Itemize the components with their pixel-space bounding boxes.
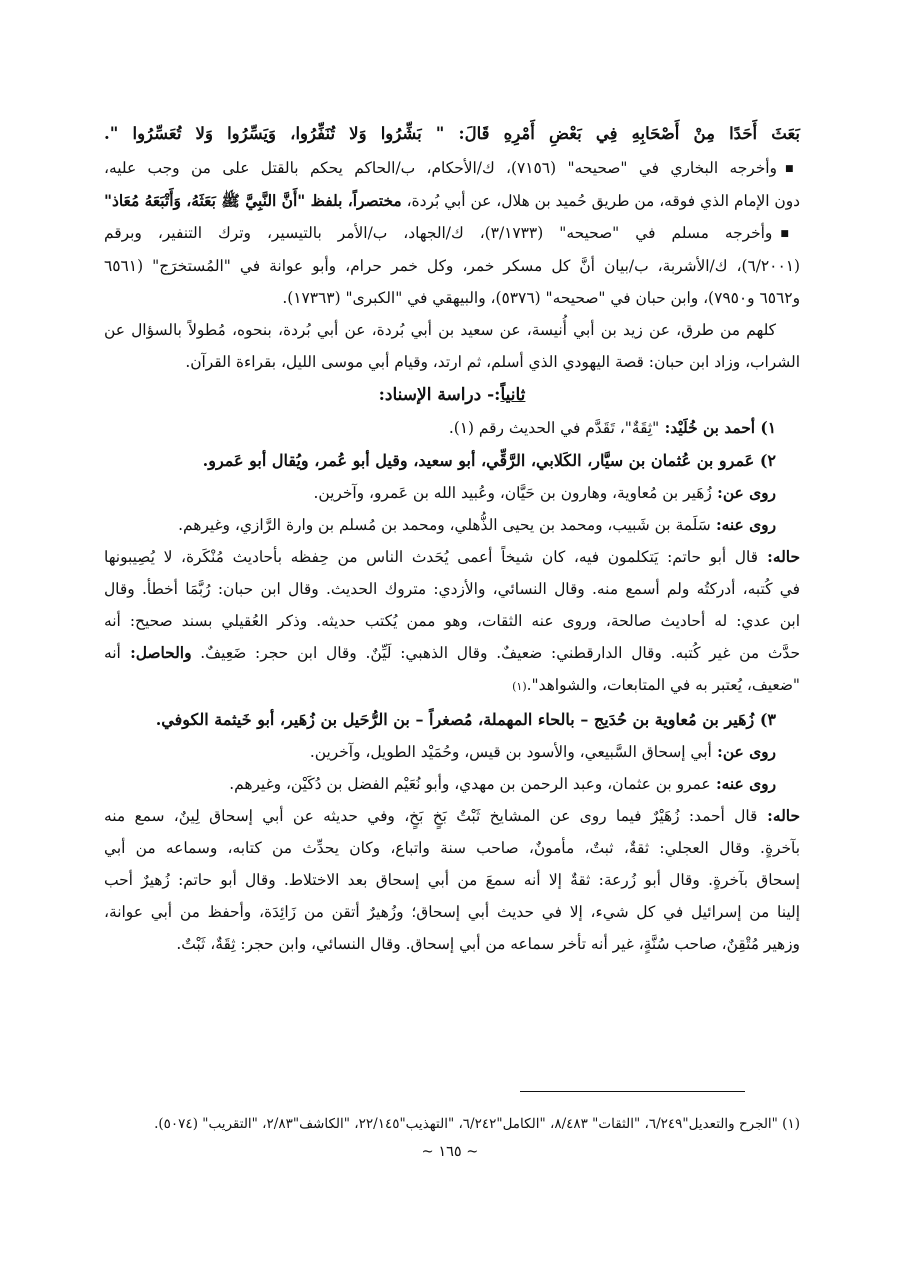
section-heading bbox=[104, 378, 800, 412]
narrator-3-status-label: حاله: bbox=[757, 807, 800, 825]
narrator-2-status-text4: حدَّث من غير كُتبه. وقال الدارقطني: ضعيفٌ. وقال الذهبي: لَيِّنٌ. وقال ابن حجر: ضَعِيفٌ. bbox=[191, 644, 800, 662]
footnote-divider bbox=[520, 1091, 745, 1092]
main-content bbox=[104, 112, 800, 960]
takhrij-bukhari-wording: مختصراً، بلفظ "أَنَّ النَّبِيَّ ﷺ بَعَثَهُ، وَأَتْبَعَهُ مُعَاذ" bbox=[104, 192, 402, 210]
takhrij-muslim-line2: (٦/٢٠٠١)، ك/الأشربة، ب/بيان أنَّ كل مسكر خمر، وكل خمر حرام، وأبو عوانة في "المُستخرَج" (٦٥٦١ bbox=[104, 257, 800, 275]
narrator-2-status-line3: ابن عدي: له أحاديث صالحة، وروى عنه الثقات، وهو ممن يُكتب حديثه. وذكر العُقيلي بسند صحيح: أنه bbox=[104, 612, 800, 630]
takhrij-muslim-line3: و٦٥٦٢ و٧٩٥٠)، وابن حبان في "صحيحه" (٥٣٧٦)، والبيهقي في "الكبرى" (١٧٣٦٣). bbox=[282, 289, 800, 307]
narrator-3-status-line2: بآخرةٍ. وقال العجلي: ثقةٌ، ثبتٌ، مأمونٌ، صاحب سنة واتباع، وكان يحدِّث من كتابه، وسماعه من أبي bbox=[104, 839, 800, 857]
narrator-2-status-line2: في كُتبه، أدركتُه ولم أسمع منه. وقال النسائي، والأزدي: متروك الحديث. وقال ابن حبان: رُبَّمَا أخطأ. وقال bbox=[104, 580, 800, 598]
takhrij-summary-line2: الشراب، وزاد ابن حبان: قصة اليهودي الذي أسلم، ثم ارتد، وقيام أبي موسى الليل، بقراءة القرآن. bbox=[185, 353, 800, 371]
takhrij-bukhari-route: دون الإمام الذي فوقه، من طريق حُميد بن هلال، عن أبي بُردة، bbox=[401, 192, 801, 210]
narrator-2-status-label: حاله: bbox=[758, 548, 800, 566]
narrator-3-status-line1 bbox=[104, 800, 800, 832]
footnote-marker[interactable]: (١) bbox=[512, 680, 527, 693]
narrator-3-name: ٣) زُهَير بن مُعاوية بن حُدَيج – بالحاء المهملة، مُصغراً – بن الرُّحَيل بن زُهَير، أبو خَيثمة الكوفي. bbox=[155, 710, 776, 729]
narrator-3-teachers-label: روى عن: bbox=[711, 743, 776, 761]
narrator-2-status-text4b: أنه bbox=[104, 644, 121, 662]
narrator-2-name: ٢) عَمرو بن عُثمان بن سيَّار، الكَلابي، الرَّقِّي، أبو سعيد، وقيل أبو عُمر، ويُقال أبو عَمرو. bbox=[202, 451, 776, 470]
narrator-2-status-text1: قال أبو حاتم: يَتكلمون فيه، كان شيخاً أعمى يُحَدث الناس من حِفظه بأحاديث مُنْكَرة، لا يُصِيبونها bbox=[104, 548, 759, 566]
narrator-3-status-line3: إسحاق بآخرةٍ. وقال أبو زُرعة: ثقةٌ إلا أنه سمعَ من أبي إسحاق بعد الاختلاط. وقال أبو حاتم: زُهيرٌ أحب bbox=[104, 871, 800, 889]
narrator-2-students-text: سَلَمة بن شَبيب، ومحمد بن يحيى الذُّهلي، ومحمد بن مُسلم بن وارة الرَّازي، وغيرهم. bbox=[178, 516, 711, 534]
section-heading-number: ثانياً bbox=[500, 385, 526, 405]
narrator-2-teachers-label: روى عن: bbox=[711, 484, 776, 502]
narrator-1 bbox=[104, 412, 800, 444]
section-heading-title: :- دراسة الإسناد: bbox=[378, 385, 501, 405]
narrator-2-students-label: روى عنه: bbox=[710, 516, 776, 534]
narrator-2-students bbox=[104, 509, 800, 541]
narrator-3-students-label: روى عنه: bbox=[710, 775, 776, 793]
narrator-2-status-line5 bbox=[104, 669, 800, 703]
footnote: (١) "الجرح والتعديل"٦/٢٤٩، "الثقات" ٨/٤٨٣، "الكامل"٦/٢٤٢، "التهذيب"٢٢/١٤٥، "الكاشف"٢/٨٣، "التقريب" (٥٠٧٤). bbox=[154, 1116, 800, 1132]
narrator-3-teachers-text: أبي إسحاق السَّبيعي، والأسود بن قيس، وحُمَيْد الطويل، وآخرين. bbox=[309, 743, 712, 761]
narrator-3-students bbox=[104, 768, 800, 800]
hadith-text: بَعَثَ أَحَدًا مِنْ أَصْحَابِهِ فِي بَعْضِ أَمْرِهِ قَالَ: " بَشِّرُوا وَلا تُنَفِّرُوا، وَيَسِّرُوا وَلا تُعَسِّرُوا ". bbox=[104, 124, 800, 143]
narrator-3-status-text1: قال أحمد: زُهَيْرٌ فيما روى عن المشايخ ثَبْتٌ بَخٍ بَخٍ، وفي حديثه عن أبي إسحاق لِينٌ، سمع منه bbox=[104, 807, 758, 825]
narrator-1-grade: "ثِقَةٌ"، تَقَدَّم في الحديث رقم (١). bbox=[448, 419, 660, 437]
page-number: ~ ١٦٥ ~ bbox=[421, 1144, 479, 1160]
takhrij-summary-line1: كلهم من طرق، عن زيد بن أبي أُنيسة، عن سعيد بن أبي بُردة، عن أبي بُردة، بنحوه، مُطولاً بالسؤال عن bbox=[104, 321, 776, 339]
takhrij-bukhari-line2 bbox=[104, 185, 800, 217]
narrator-2-status-line1 bbox=[104, 541, 800, 573]
narrator-2-status-line4 bbox=[104, 637, 800, 669]
narrator-1-name: ١) أحمد بن خُلَيْد: bbox=[659, 419, 776, 437]
narrator-3-students-text: عمرو بن عثمان، وعبد الرحمن بن مهدي، وأبو نُعَيْم الفضل بن دُكَيْن، وغيرهم. bbox=[229, 775, 711, 793]
narrator-3-teachers bbox=[104, 736, 800, 768]
takhrij-muslim-line1: ■ وأخرجه مسلم في "صحيحه" (٣/١٧٣٣)، ك/الجهاد، ب/الأمر بالتيسير، وترك التنفير، وبرقم bbox=[104, 217, 800, 250]
narrator-2-conclusion-text: "ضعيف، يُعتبر به في المتابعات، والشواهد". bbox=[526, 676, 800, 694]
narrator-2-teachers-text: زُهَير بن مُعاوية، وهارون بن حَيَّان، وعُبيد الله بن عَمرو، وآخرين. bbox=[313, 484, 712, 502]
takhrij-bukhari-line1: ■ وأخرجه البخاري في "صحيحه" (٧١٥٦)، ك/الأحكام، ب/الحاكم يحكم بالقتل على من وجب عليه، bbox=[104, 152, 800, 185]
narrator-3-status-line4: إلينا من إسرائيل في كل شيء، إلا في حديث أبي إسحاق؛ وزُهيرٌ أتقن من زَائِدَة، وأحفظ من أبي عوانة، bbox=[104, 903, 800, 921]
narrator-3-status-line5: وزهير مُتْقِنٌ، صاحب سُنَّةٍ، غير أنه تأخر سماعه من أبي إسحاق. وقال النسائي، وابن حجر: ثِقَةٌ، ثَبْتٌ. bbox=[176, 935, 800, 953]
narrator-2-conclusion-label: والحاصل: bbox=[120, 644, 192, 662]
narrator-2-teachers bbox=[104, 477, 800, 509]
